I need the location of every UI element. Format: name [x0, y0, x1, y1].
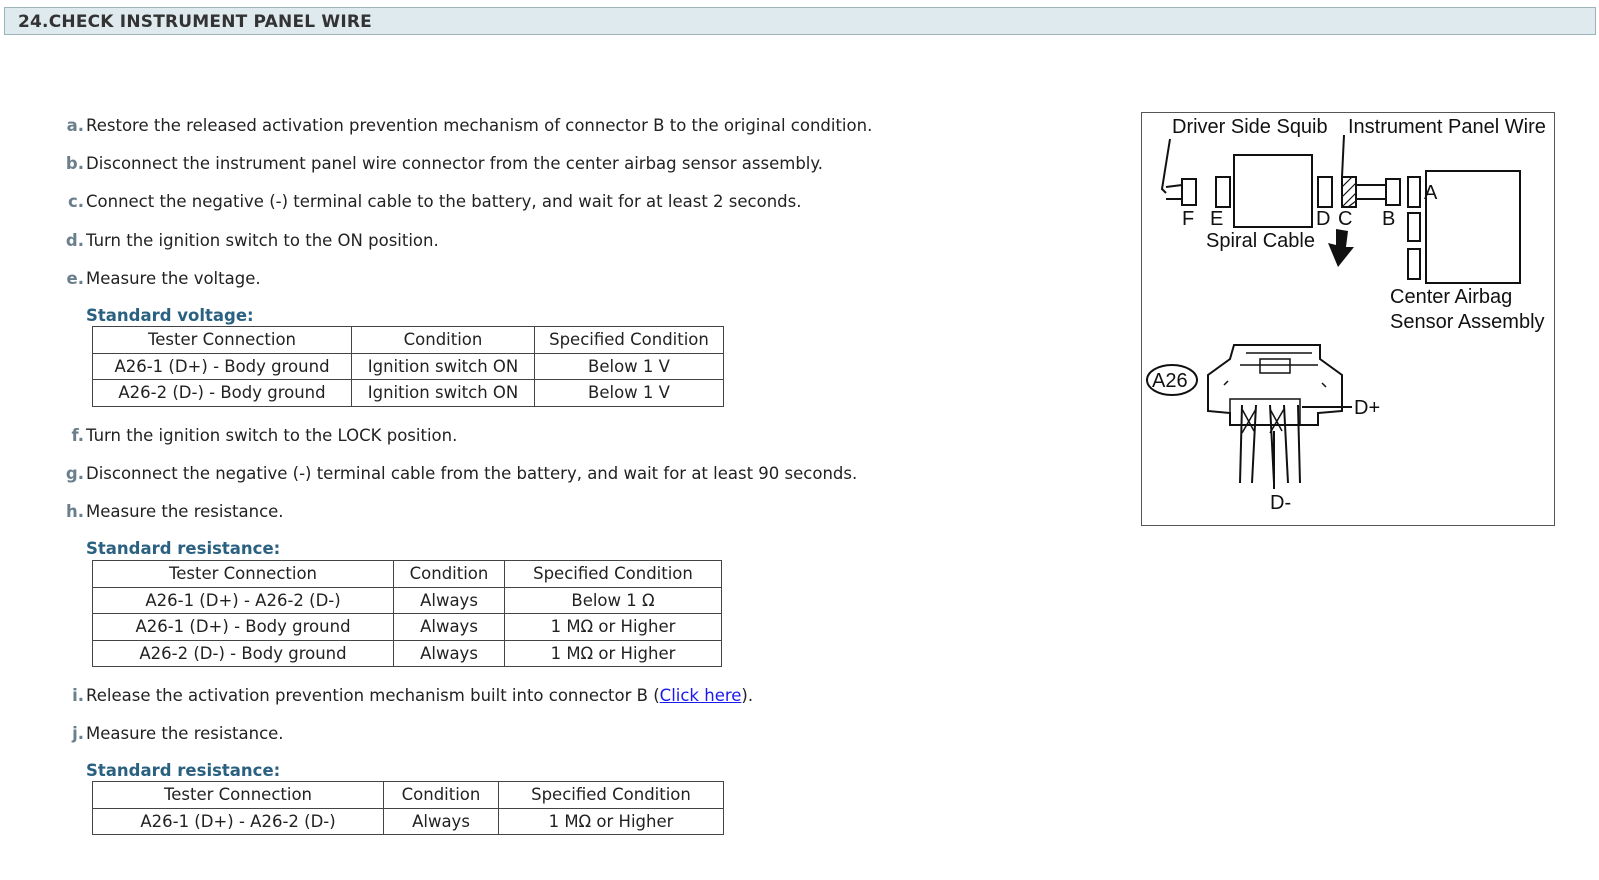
- step-letter: b.: [65, 154, 84, 173]
- label-a: A: [1424, 182, 1438, 204]
- connector-a3: [1408, 249, 1420, 279]
- table-cell: A26-1 (D+) - Body ground: [93, 353, 352, 380]
- label-spiral-cable: Spiral Cable: [1206, 230, 1315, 252]
- arrow-icon: [1328, 229, 1354, 267]
- label-e: E: [1210, 208, 1224, 230]
- step-letter: g.: [65, 464, 84, 483]
- table-cell: 1 MΩ or Higher: [505, 640, 722, 667]
- table-header-cell: Tester Connection: [93, 782, 384, 809]
- step-text: Turn the ignition switch to the LOCK position.: [86, 426, 458, 445]
- connector-e: [1216, 177, 1230, 207]
- table-header-row: [93, 782, 724, 809]
- step-h: [62, 502, 284, 522]
- a26-connector-body: [1208, 345, 1342, 425]
- connector-b: [1386, 179, 1400, 205]
- standard-resistance-table: [92, 560, 722, 667]
- table-cell: A26-1 (D+) - Body ground: [93, 614, 394, 641]
- spiral-cable-box: [1234, 155, 1312, 227]
- connector-latch: [1260, 359, 1290, 373]
- label-driver-side-squib: Driver Side Squib: [1172, 116, 1328, 138]
- step-letter: e.: [66, 269, 84, 288]
- table-header-cell: Condition: [352, 327, 535, 354]
- table-header-cell: Tester Connection: [93, 561, 394, 588]
- label-f: F: [1182, 208, 1195, 230]
- table-cell: Always: [394, 614, 505, 641]
- step-a: [62, 116, 872, 136]
- table-row: [93, 587, 722, 614]
- step-text: Measure the resistance.: [86, 502, 284, 521]
- table-row: [93, 353, 724, 380]
- connector-diagram: [1141, 112, 1555, 526]
- table-header-row: [93, 327, 724, 354]
- step-b: [62, 154, 823, 174]
- table-cell: Ignition switch ON: [352, 380, 535, 407]
- step-text: Disconnect the instrument panel wire connector from the center airbag sensor assembly.: [86, 154, 824, 173]
- step-text: Connect the negative (-) terminal cable to the battery, and wait for at least 2 seconds.: [86, 192, 802, 211]
- connector-diagram-svg: [1142, 113, 1554, 525]
- table-cell: A26-2 (D-) - Body ground: [93, 640, 394, 667]
- step-text: Measure the resistance.: [86, 724, 284, 743]
- section-title: 24.CHECK INSTRUMENT PANEL WIRE: [18, 12, 372, 32]
- connector-pins: [1230, 399, 1300, 425]
- table-cell: Ignition switch ON: [352, 353, 535, 380]
- connector-wire-cross: [1242, 409, 1284, 433]
- label-d-plus: D+: [1354, 397, 1381, 419]
- table-header-cell: Condition: [384, 782, 499, 809]
- connector-wire: [1240, 405, 1300, 483]
- step-d: [62, 231, 439, 251]
- label-d: D: [1316, 208, 1331, 230]
- table-cell: Below 1 Ω: [505, 587, 722, 614]
- label-center-airbag: Center Airbag: [1390, 286, 1513, 308]
- label-sensor-assembly: Sensor Assembly: [1390, 311, 1545, 333]
- standard-voltage-caption: Standard voltage:: [86, 306, 254, 325]
- step-e: [62, 269, 261, 289]
- step-letter: c.: [67, 192, 84, 211]
- connector-d: [1318, 177, 1332, 207]
- standard-resistance-caption-2: Standard resistance:: [86, 761, 281, 780]
- step-letter: d.: [65, 231, 84, 250]
- standard-resistance-caption: Standard resistance:: [86, 539, 281, 558]
- table-row: [93, 614, 722, 641]
- step-text: Restore the released activation prevention mechanism of connector B to the original condition.: [86, 116, 873, 135]
- table-header-cell: Condition: [394, 561, 505, 588]
- click-here-link[interactable]: Click here: [659, 686, 742, 705]
- table-row: [93, 808, 724, 835]
- table-cell: Below 1 V: [535, 353, 724, 380]
- table-cell: 1 MΩ or Higher: [499, 808, 724, 835]
- label-a26: A26: [1152, 370, 1188, 392]
- table-header-cell: Specified Condition: [499, 782, 724, 809]
- step-g: [62, 464, 857, 484]
- table-cell: Always: [394, 640, 505, 667]
- step-text: Measure the voltage.: [86, 269, 261, 288]
- step-text: Turn the ignition switch to the ON position.: [86, 231, 439, 250]
- connector-f: [1182, 179, 1196, 205]
- table-cell: 1 MΩ or Higher: [505, 614, 722, 641]
- step-text: Release the activation prevention mechanism built into connector B (: [86, 686, 660, 705]
- connector-a2: [1408, 213, 1420, 241]
- table-cell: Always: [384, 808, 499, 835]
- connector-a: [1408, 177, 1420, 207]
- label-d-minus: D-: [1270, 492, 1292, 514]
- step-j: [62, 724, 284, 744]
- label-c: C: [1338, 208, 1353, 230]
- wire: [1356, 185, 1386, 199]
- wire: [1166, 185, 1182, 199]
- step-letter: a.: [66, 116, 84, 135]
- step-letter: i.: [72, 686, 84, 705]
- table-row: [93, 640, 722, 667]
- table-header-cell: Specified Condition: [535, 327, 724, 354]
- step-i: [62, 686, 753, 706]
- table-cell: A26-2 (D-) - Body ground: [93, 380, 352, 407]
- standard-resistance-table-2: [92, 781, 724, 835]
- step-f: [62, 426, 457, 446]
- center-airbag-box: [1426, 171, 1520, 283]
- table-cell: A26-1 (D+) - A26-2 (D-): [93, 808, 384, 835]
- step-c: [62, 192, 801, 212]
- connector-detail: [1224, 353, 1326, 387]
- step-letter: j.: [72, 724, 84, 743]
- label-b: B: [1382, 208, 1396, 230]
- label-instrument-panel-wire: Instrument Panel Wire: [1348, 116, 1546, 138]
- table-cell: Below 1 V: [535, 380, 724, 407]
- leader-line: [1342, 135, 1344, 177]
- table-header-cell: Specified Condition: [505, 561, 722, 588]
- step-text: Disconnect the negative (-) terminal cable from the battery, and wait for at least 90 seconds.: [86, 464, 858, 483]
- hatch: [1342, 177, 1356, 207]
- section-header: [4, 7, 1596, 35]
- table-row: [93, 380, 724, 407]
- step-text-end: ).: [741, 686, 754, 705]
- table-cell: Always: [394, 587, 505, 614]
- table-cell: A26-1 (D+) - A26-2 (D-): [93, 587, 394, 614]
- standard-voltage-table: [92, 326, 724, 407]
- leader-line: [1162, 139, 1170, 193]
- step-letter: f.: [71, 426, 84, 445]
- table-header-row: [93, 561, 722, 588]
- step-letter: h.: [65, 502, 84, 521]
- table-header-cell: Tester Connection: [93, 327, 352, 354]
